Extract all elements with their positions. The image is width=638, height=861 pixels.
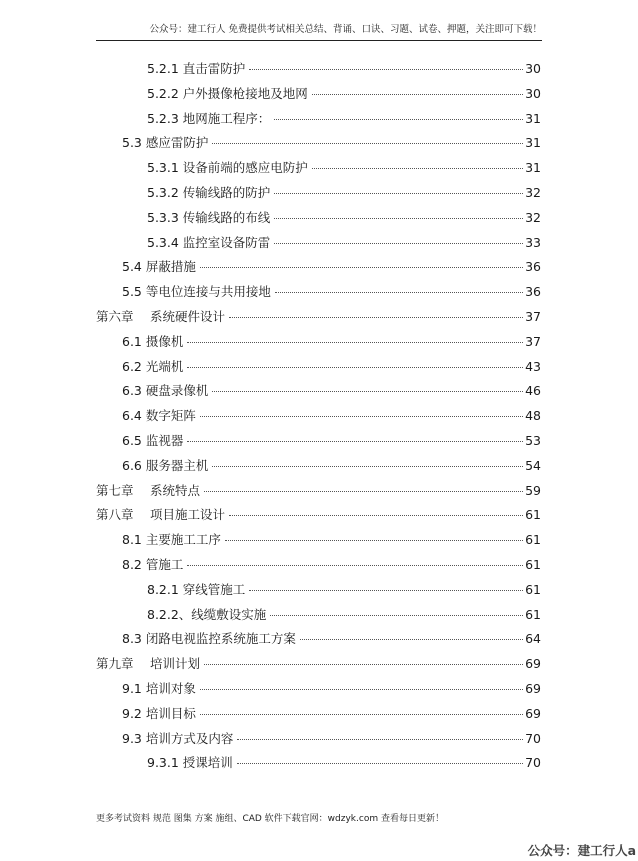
toc-dot-leader bbox=[274, 118, 523, 120]
toc-entry-title: 5.2.3 地网施工程序： bbox=[147, 107, 272, 132]
footer-text: 更多考试资料 规范 图集 方案 施组、CAD 软件下载官网：wdzyk.com 查看每日更新！ bbox=[96, 814, 444, 824]
toc-entry-page: 31 bbox=[525, 110, 541, 126]
toc-entry-title: 9.1 培训对象 bbox=[122, 677, 198, 702]
toc-entry-title: 8.1 主要施工工序 bbox=[122, 528, 223, 553]
header-text: 公众号：建工行人 免费提供考试相关总结、背诵、口诀、习题、试卷、押题，关注即可下载！ bbox=[149, 24, 542, 35]
toc-entry-page: 69 bbox=[525, 705, 541, 721]
toc-entry-page: 61 bbox=[525, 532, 541, 548]
toc-entry-title: 6.1 摄像机 bbox=[122, 330, 185, 355]
toc-dot-leader bbox=[187, 564, 523, 566]
toc-entry-page: 30 bbox=[525, 61, 541, 76]
toc-dot-leader bbox=[312, 167, 523, 169]
toc-dot-leader bbox=[275, 291, 523, 293]
toc-dot-leader bbox=[187, 440, 523, 442]
toc-dot-leader bbox=[249, 68, 523, 70]
toc-entry-page: 59 bbox=[525, 482, 541, 498]
toc-entry-title: 5.3.3 传输线路的布线 bbox=[147, 206, 272, 231]
toc-dot-leader bbox=[229, 514, 523, 516]
toc-entry[interactable] bbox=[96, 404, 541, 429]
toc-dot-leader bbox=[212, 142, 523, 144]
toc-entry-title: 9.2 培训目标 bbox=[122, 702, 198, 727]
toc-entry[interactable] bbox=[96, 479, 541, 504]
toc-entry-title: 8.2.1 穿线管施工 bbox=[147, 578, 247, 603]
toc-entry-page: 64 bbox=[525, 631, 541, 647]
toc-entry-page: 48 bbox=[525, 408, 541, 424]
toc-entry-page: 37 bbox=[525, 333, 541, 349]
toc-entry-title: 5.2.1 直击雷防护 bbox=[147, 57, 247, 82]
toc-entry-page: 61 bbox=[525, 581, 541, 597]
toc-entry[interactable] bbox=[96, 255, 541, 280]
toc-entry-page: 43 bbox=[525, 358, 541, 374]
page-footer bbox=[96, 811, 444, 824]
toc-dot-leader bbox=[187, 341, 523, 343]
toc-entry-title: 第七章 系统特点 bbox=[96, 479, 202, 504]
toc-entry-page: 36 bbox=[525, 259, 541, 275]
toc-entry-title: 第八章 项目施工设计 bbox=[96, 503, 227, 528]
toc-dot-leader bbox=[270, 614, 523, 616]
toc-dot-leader bbox=[312, 93, 523, 95]
toc-entry-page: 31 bbox=[525, 160, 541, 176]
toc-entry-page: 70 bbox=[525, 755, 541, 771]
toc-entry-title: 5.5 等电位连接与共用接地 bbox=[122, 280, 273, 305]
toc-entry-page: 61 bbox=[525, 606, 541, 622]
toc-entry[interactable] bbox=[96, 107, 541, 132]
toc-entry-title: 6.2 光端机 bbox=[122, 355, 185, 380]
toc-entry-page: 53 bbox=[525, 432, 541, 448]
toc-entry-title: 5.4 屏蔽措施 bbox=[122, 255, 198, 280]
toc-entry-title: 9.3 培训方式及内容 bbox=[122, 727, 235, 752]
toc-entry-title: 5.3.1 设备前端的感应电防护 bbox=[147, 156, 310, 181]
toc-entry[interactable] bbox=[96, 677, 541, 702]
toc-entry-page: 61 bbox=[525, 556, 541, 572]
toc-entry-title: 8.2 管施工 bbox=[122, 553, 185, 578]
toc-dot-leader bbox=[187, 366, 523, 368]
toc-entry[interactable] bbox=[96, 454, 541, 479]
toc-entry[interactable] bbox=[96, 751, 541, 776]
toc-entry-page: 69 bbox=[525, 656, 541, 672]
toc-entry[interactable] bbox=[96, 652, 541, 677]
toc-entry[interactable] bbox=[96, 330, 541, 355]
toc-entry-page: 70 bbox=[525, 730, 541, 746]
toc-entry-title: 第九章 培训计划 bbox=[96, 652, 202, 677]
toc-entry-page: 54 bbox=[525, 457, 541, 473]
toc-entry-title: 5.2.2 户外摄像枪接地及地网 bbox=[147, 82, 310, 107]
toc-dot-leader bbox=[225, 539, 523, 541]
toc-dot-leader bbox=[200, 713, 523, 715]
toc-entry-page: 32 bbox=[525, 184, 541, 200]
toc-entry[interactable] bbox=[96, 727, 541, 752]
toc-entry[interactable] bbox=[96, 231, 541, 256]
toc-entry[interactable] bbox=[96, 355, 541, 380]
toc-entry-title: 6.6 服务器主机 bbox=[122, 454, 210, 479]
toc-entry-page: 32 bbox=[525, 209, 541, 225]
toc-entry-page: 33 bbox=[525, 234, 541, 250]
watermark bbox=[528, 841, 636, 859]
toc-entry-page: 69 bbox=[525, 680, 541, 696]
toc-entry-page: 31 bbox=[525, 135, 541, 151]
toc-dot-leader bbox=[200, 688, 523, 690]
toc-dot-leader bbox=[212, 390, 523, 392]
toc-entry-title: 5.3.4 监控室设备防雷 bbox=[147, 231, 272, 256]
toc-entry-page: 46 bbox=[525, 383, 541, 399]
table-of-contents bbox=[96, 57, 541, 776]
watermark-text: 公众号：建工行人a bbox=[527, 843, 636, 858]
toc-entry-page: 61 bbox=[525, 507, 541, 523]
toc-entry[interactable] bbox=[96, 379, 541, 404]
toc-entry-title: 6.3 硬盘录像机 bbox=[122, 379, 210, 404]
toc-dot-leader bbox=[237, 762, 523, 764]
toc-entry[interactable] bbox=[96, 280, 541, 305]
toc-entry-title: 6.5 监视器 bbox=[122, 429, 185, 454]
toc-entry-title: 5.3 感应雷防护 bbox=[122, 131, 210, 156]
toc-entry[interactable] bbox=[96, 57, 541, 82]
toc-entry[interactable] bbox=[96, 429, 541, 454]
toc-entry[interactable] bbox=[96, 603, 541, 628]
toc-dot-leader bbox=[200, 266, 523, 268]
toc-entry[interactable] bbox=[96, 131, 541, 156]
toc-dot-leader bbox=[204, 490, 523, 492]
toc-entry[interactable] bbox=[96, 702, 541, 727]
page-header bbox=[96, 20, 542, 41]
toc-entry[interactable] bbox=[96, 578, 541, 603]
toc-dot-leader bbox=[274, 192, 523, 194]
toc-dot-leader bbox=[212, 465, 523, 467]
toc-entry[interactable] bbox=[96, 553, 541, 578]
toc-entry[interactable] bbox=[96, 503, 541, 528]
toc-entry-page: 30 bbox=[525, 85, 541, 101]
toc-dot-leader bbox=[200, 415, 523, 417]
toc-dot-leader bbox=[274, 217, 523, 219]
toc-entry-title: 8.2.2、线缆敷设实施 bbox=[147, 603, 268, 628]
toc-dot-leader bbox=[300, 638, 523, 640]
toc-entry-title: 第六章 系统硬件设计 bbox=[96, 305, 227, 330]
toc-dot-leader bbox=[274, 242, 523, 244]
toc-entry[interactable] bbox=[96, 181, 541, 206]
toc-dot-leader bbox=[237, 738, 523, 740]
toc-entry-page: 36 bbox=[525, 284, 541, 300]
toc-entry[interactable] bbox=[96, 206, 541, 231]
toc-entry-title: 8.3 闭路电视监控系统施工方案 bbox=[122, 627, 298, 652]
toc-entry[interactable] bbox=[96, 156, 541, 181]
toc-dot-leader bbox=[229, 316, 523, 318]
toc-entry-title: 9.3.1 授课培训 bbox=[147, 751, 235, 776]
toc-entry[interactable] bbox=[96, 82, 541, 107]
toc-entry[interactable] bbox=[96, 528, 541, 553]
toc-dot-leader bbox=[249, 589, 523, 591]
toc-entry[interactable] bbox=[96, 627, 541, 652]
toc-dot-leader bbox=[204, 663, 523, 665]
toc-entry-title: 5.3.2 传输线路的防护 bbox=[147, 181, 272, 206]
toc-entry-page: 37 bbox=[525, 308, 541, 324]
toc-entry-title: 6.4 数字矩阵 bbox=[122, 404, 198, 429]
toc-entry[interactable] bbox=[96, 305, 541, 330]
